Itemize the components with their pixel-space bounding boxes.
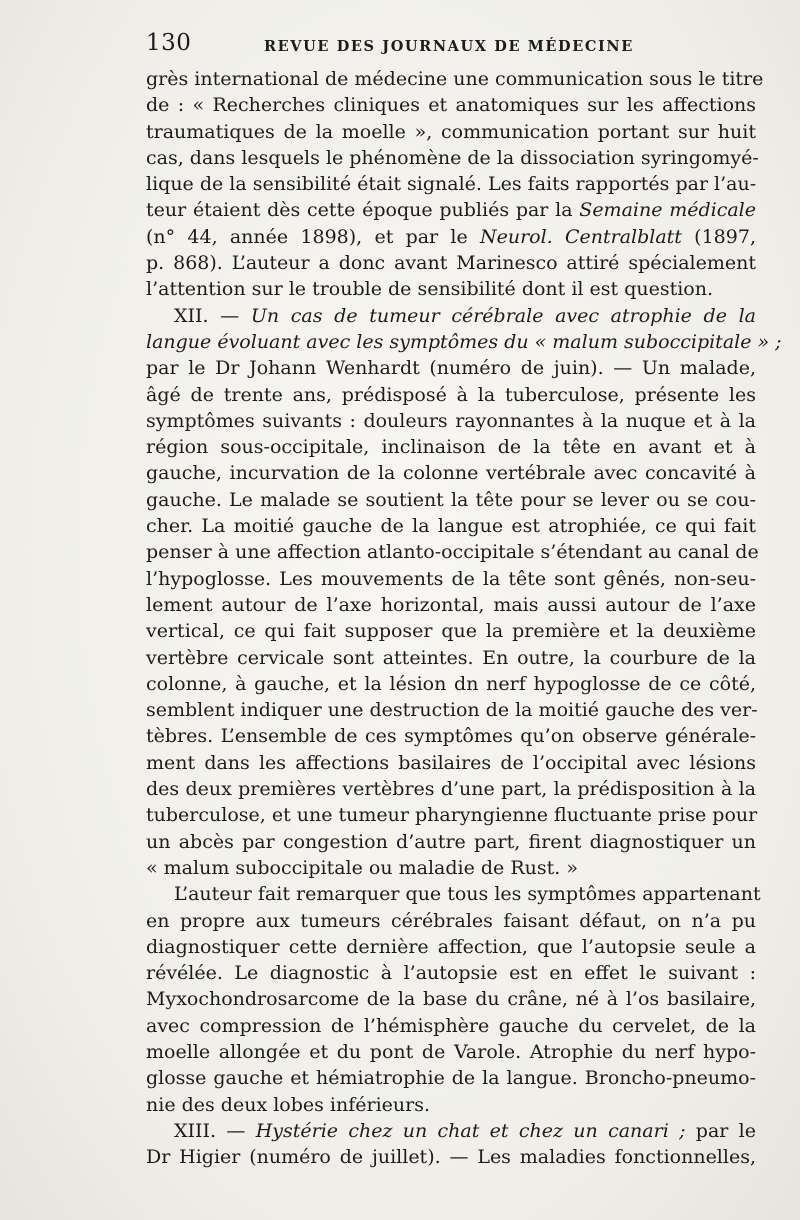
section-number: XII. — [174,304,251,327]
text-line: glosse gauche et hémiatrophie de la langue. Broncho-pneumo- [146,1067,756,1090]
text-line: Myxochondrosarcome de la base du crâne, né à l’os basilaire, [146,988,756,1011]
text-line: un abcès par congestion d’autre part, firent diagnostiquer un [146,830,756,853]
section-heading-line [146,329,782,355]
running-title: REVUE DES JOURNAUX DE MÉDECINE [264,38,634,55]
text-line: l’attention sur le trouble de sensibilité dont il est question. [146,278,714,301]
text-line: moelle allongée et du pont de Varole. Atrophie du nerf hypo- [146,1040,756,1063]
text-line: gauche, incurvation de la colonne vertébrale avec concavité à [146,462,756,485]
text-line: semblent indiquer une destruction de la moitié gauche des ver- [146,699,758,722]
body-text [146,66,782,1170]
text-line: lement autour de l’axe horizontal, mais aussi autour de l’axe [146,593,756,616]
text-line: en propre aux tumeurs cérébrales faisant défaut, on n’a pu [146,909,756,932]
text-line: L’auteur fait remarquer que tous les symptômes appartenant [174,883,761,906]
section-title: Hystérie chez un chat et chez un canari ; [255,1119,686,1142]
section-number: XIII. — [174,1119,256,1142]
text-line: cas, dans lesquels le phénomène de la dissociation syringomyé- [146,146,759,169]
text-run: (1897, [681,225,756,248]
text-line: « malum suboccipitale ou maladie de Rust. » [146,856,578,879]
text-run: par le [685,1119,756,1142]
page-header [146,30,756,66]
text-line: symptômes suivants : douleurs rayonnantes à la nuque et à la [146,409,756,432]
text-line: Dr Higier (numéro de juillet). — Les maladies fonctionnelles, [146,1146,756,1169]
text-line [146,197,756,223]
text-line: nie des deux lobes inférieurs. [146,1093,431,1116]
page-number: 130 [146,30,192,56]
text-line: traumatiques de la moelle », communication portant sur huit [146,120,756,143]
text-line [146,224,756,250]
journal-title: Semaine médicale [579,199,756,222]
text-line: par le Dr Johann Wenhardt (numéro de juin). — Un malade, [146,357,756,380]
text-line: des deux premières vertèbres d’une part, la prédisposition à la [146,778,756,801]
text-line: vertical, ce qui fait supposer que la première et la deuxième [146,620,756,643]
text-line: révélée. Le diagnostic à l’autopsie est en effet le suivant : [146,962,756,985]
section-title: Un cas de tumeur cérébrale avec atrophie de la [250,304,757,327]
text-line: âgé de trente ans, prédisposé à la tuberculose, présente les [146,383,756,406]
text-line: penser à une affection atlanto-occipitale s’étendant au canal de [146,541,759,564]
journal-title: Neurol. Centralblatt [479,225,682,248]
text-line: diagnostiquer cette dernière affection, que l’autopsie seule a [146,935,756,958]
text-line: grès international de médecine une communication sous le titre [146,68,764,90]
text-line: colonne, à gauche, et la lésion dn nerf hypoglosse de ce côté, [146,672,756,695]
text-line: tuberculose, et une tumeur pharyngienne fluctuante prise pour [146,804,758,827]
text-line: de : « Recherches cliniques et anatomiques sur les affections [146,94,756,117]
text-run: teur étaient dès cette époque publiés par la [146,199,580,222]
text-line: cher. La moitié gauche de la langue est atrophiée, ce qui fait [146,515,756,538]
text-line: vertèbre cervicale sont atteintes. En outre, la courbure de la [146,646,756,669]
text-line: région sous-occipitale, inclinaison de la tête en avant et à [146,436,756,459]
text-line: p. 868). L’auteur a donc avant Marinesco attiré spécialement [146,252,756,275]
text-line: gauche. Le malade se soutient la tête pour se lever ou se cou- [146,488,756,511]
section-heading-line [146,1118,756,1144]
text-line: ment dans les affections basilaires de l’occipital avec lésions [146,751,756,774]
section-title: langue évoluant avec les symptômes du « malum suboccipitale » ; [146,330,782,353]
text-line: l’hypoglosse. Les mouvements de la tête sont gênés, non-seu- [146,567,756,590]
text-line: lique de la sensibilité était signalé. Les faits rapportés par l’au- [146,173,757,196]
section-heading-line [146,303,756,329]
text-line: tèbres. L’ensemble de ces symptômes qu’on observe générale- [146,725,756,748]
text-run: (n° 44, année 1898), et par le [146,225,480,248]
text-line: avec compression de l’hémisphère gauche du cervelet, de la [146,1014,756,1037]
